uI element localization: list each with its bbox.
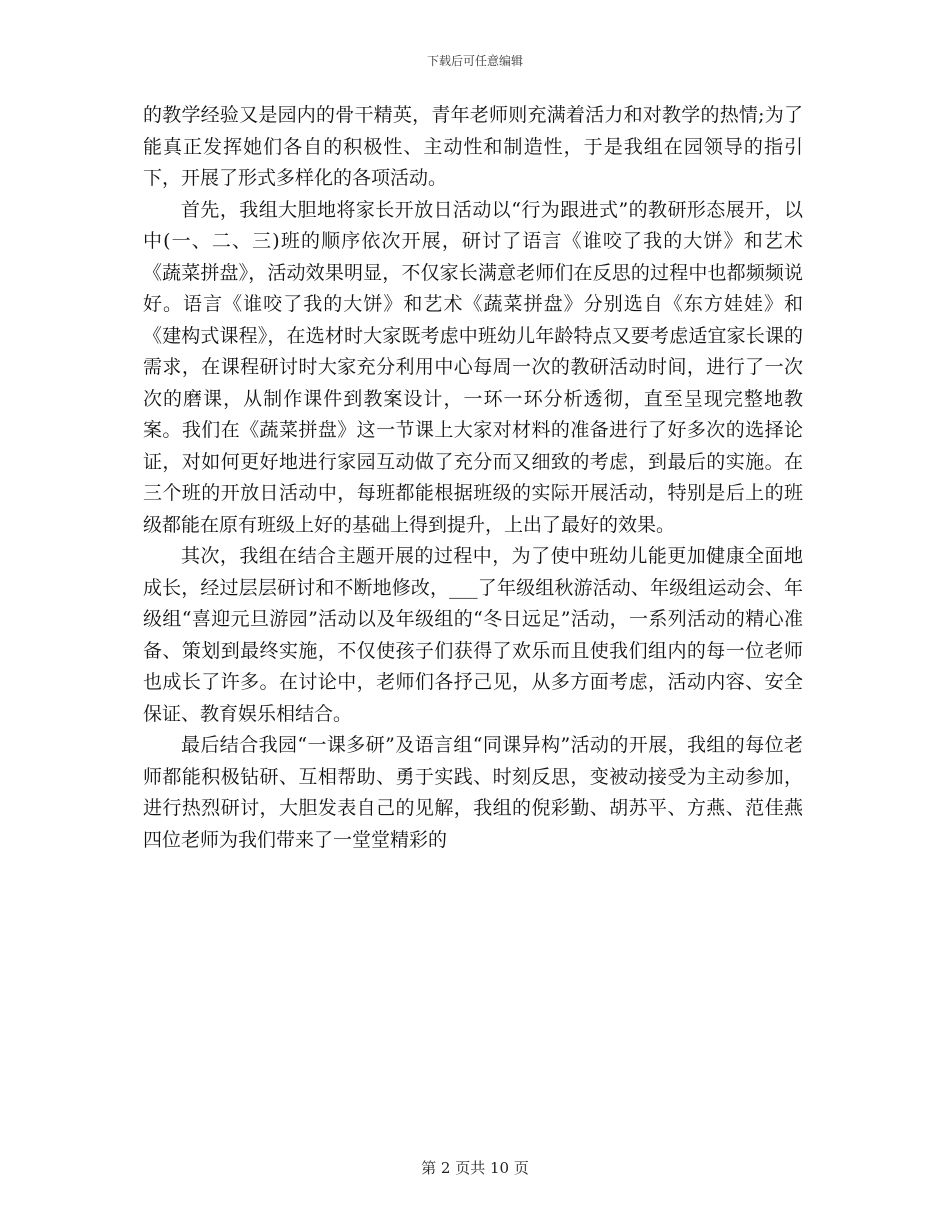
- page-header: 下载后可任意编辑: [426, 54, 523, 68]
- paragraph-continued: 的教学经验又是园内的骨干精英，青年老师则充满着活力和对教学的热情;为了能真正发挥她们各自的积极性、主动性和制造性，于是我组在园领导的指引下，开展了形式多样化的各项活动。: [143, 104, 803, 189]
- page-number-footer: 第 2 页共 10 页: [421, 1159, 529, 1177]
- paragraph-second-activity: 其次，我组在结合主题开展的过程中，为了使中班幼儿能更加健康全面地成长，经过层层研讨和不断地修改，___了年级组秋游活动、年级组运动会、年级组“喜迎元旦游园”活动以及年级组的“冬日远足”活动，一系列活动的精心准备、策划到最终实施，不仅使孩子们获得了欢乐而且使我们组内的每一位老师也成长了许多。在讨论中，老师们各抒己见，从多方面考虑，活动内容、安全保证、教育娱乐相结合。: [143, 545, 803, 725]
- paragraph-final-activity: 最后结合我园“一课多研”及语言组“同课异构”活动的开展，我组的每位老师都能积极钻研、互相帮助、勇于实践、时刻反思，变被动接受为主动参加，进行热烈研讨，大胆发表自己的见解，我组的倪彩勤、胡苏平、方燕、范佳燕四位老师为我们带来了一堂堂精彩的: [143, 734, 803, 851]
- paragraph-first-activity: 首先，我组大胆地将家长开放日活动以“行为跟进式”的教研形态展开，以中(一、二、三)班的顺序依次开展，研讨了语言《谁咬了我的大饼》和艺术《蔬菜拼盘》，活动效果明显，不仅家长满意老师们在反思的过程中也都频频说好。语言《谁咬了我的大饼》和艺术《蔬菜拼盘》分别选自《东方娃娃》和《建构式课程》，在选材时大家既考虑中班幼儿年龄特点又要考虑适宜家长课的需求，在课程研讨时大家充分利用中心每周一次的教研活动时间，进行了一次次的磨课，从制作课件到教案设计，一环一环分析透彻，直至呈现完整地教案。我们在《蔬菜拼盘》这一节课上大家对材料的准备进行了好多次的选择论证，对如何更好地进行家园互动做了充分而又细致的考虑，到最后的实施。在三个班的开放日活动中，每班都能根据班级的实际开展活动，特别是后上的班级都能在原有班级上好的基础上得到提升，上出了最好的效果。: [143, 198, 803, 536]
- document-body: [143, 100, 803, 856]
